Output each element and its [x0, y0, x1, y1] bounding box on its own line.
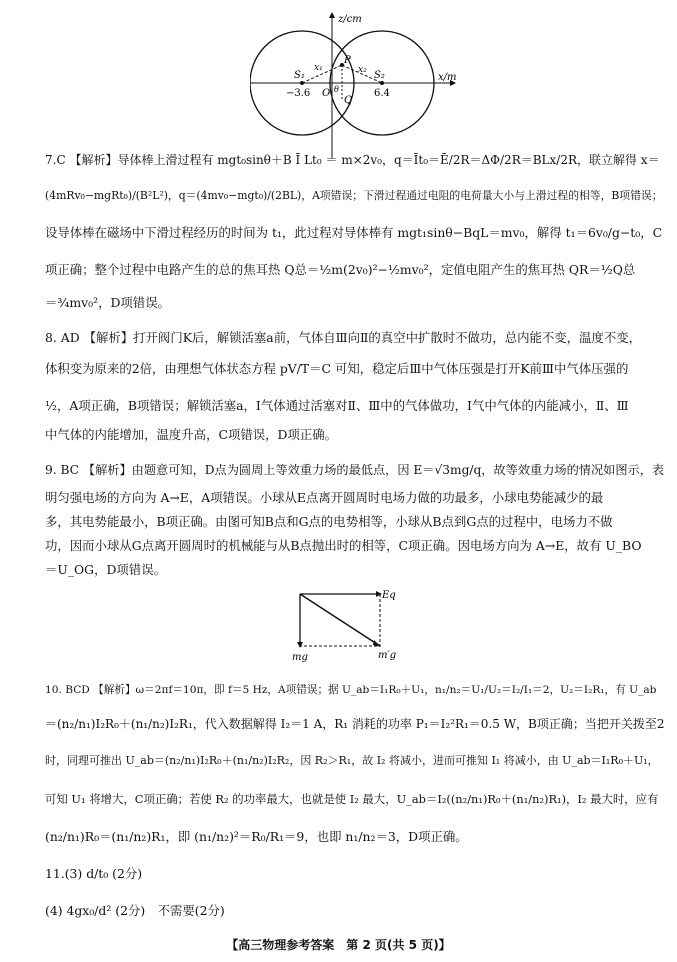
theta-label: θ [334, 85, 339, 94]
q7-line-2: (4mRv₀−mgRt₀)/(B²L²)，q＝(4mv₀−mgt₀)/(2BL)，A项错误；下滑过程通过电阻的电荷量大小与上滑过程的相等，B项错误； [45, 189, 663, 202]
z-axis-label: z/cm [338, 14, 362, 25]
q7-line-3: 设导体棒在磁场中下滑过程经历的时间为 t₁，此过程对导体棒有 mgt₁sinθ−BqL＝mv₀，解得 t₁＝6v₀/g−t₀，C [45, 225, 663, 240]
q9-line-1: 9. BC 【解析】由题意可知，D点为圆周上等效重力场的最低点，因 E＝√3mg/q，故等效重力场的情况如图示，表 [45, 463, 665, 477]
origin-label: O [322, 88, 331, 99]
q7-line-1: 7.C 【解析】导体棒上滑过程有 mgt₀sinθ＋B Ī Lt₀ ＝ m×2v₀，q＝Īt₀＝Ē/2R＝ΔΦ/2R＝BLx/2R，联立解得 x＝ [45, 153, 660, 167]
q8-line-3: ½，A项正确，B项错误；解锁活塞a，Ⅰ气体通过活塞对Ⅱ、Ⅲ中的气体做功，Ⅰ气中气体的内能减小，Ⅱ、Ⅲ [45, 398, 629, 413]
q9-line-2: 明匀强电场的方向为 A→E，A项错误。小球从E点离开圆周时电场力做的功最多，小球电势能减少的最 [45, 490, 604, 505]
q10-line-4: 可知 U₁ 将增大，C项正确；若使 R₂ 的功率最大，也就是使 I₂ 最大，U_ab＝I₂((n₂/n₁)R₀＋(n₁/n₂)R₁)，I₂ 最大时，应有 [45, 792, 659, 806]
force-diagram [290, 588, 400, 666]
x2-label: x₂ [358, 65, 367, 75]
q-label: Q [344, 95, 353, 106]
x1-label: x₁ [314, 63, 323, 73]
q8-line-2: 体积变为原来的2倍，由理想气体状态方程 pV/T＝C 可知，稳定后Ⅲ中气体压强是打开K前Ⅲ中气体压强的 [45, 361, 629, 376]
q9-line-5: ＝U_OG，D项错误。 [45, 562, 166, 577]
page-footer: 【高三物理参考答案 第 2 页(共 5 页)】 [226, 938, 451, 952]
q10-line-3: 时，同理可推出 U_ab＝(n₂/n₁)I₂R₀＋(n₁/n₂)I₂R₂，因 R₂＞R₁，故 I₂ 将减小，进而可推知 I₁ 将减小，由 U_ab＝I₁R₀＋U₁， [45, 754, 659, 767]
s2-label: S₂ [374, 70, 385, 81]
tick-right: 6.4 [374, 88, 390, 99]
mg-label: mg [292, 652, 308, 663]
s1-label: S₁ [294, 70, 305, 81]
q8-line-4: 中气体的内能增加，温度升高，C项错误，D项正确。 [45, 427, 338, 442]
x-axis-label: x/m [438, 72, 457, 83]
q7-line-5: ＝¾mv₀²，D项错误。 [45, 295, 170, 310]
q10-line-2: ＝(n₂/n₁)I₂R₀＋(n₁/n₂)I₂R₁，代入数据解得 I₂＝1 A，R₁ 消耗的功率 P₁＝I₂²R₁＝0.5 W，B项正确；当把开关拨至2 [45, 717, 665, 731]
p-label: P [344, 55, 351, 66]
eq-label: Eq [382, 590, 396, 601]
q7-line-4: 项正确；整个过程中电路产生的总的焦耳热 Q总＝½m(2v₀)²−½mv₀²，定值电阻产生的焦耳热 QR＝½Q总 [45, 262, 636, 277]
q9-line-3: 多，其电势能最小，B项正确。由图可知B点和G点的电势相等，小球从B点到G点的过程中，电场力不做 [45, 514, 613, 529]
q11-line-2: (4) 4gx₀/d² (2分) 不需要(2分) [45, 903, 225, 918]
wave-interference-figure [250, 10, 460, 160]
tick-left: −3.6 [286, 88, 311, 99]
q10-line-1: 10. BCD 【解析】ω＝2πf＝10π，即 f＝5 Hz，A项错误；据 U_ab＝I₁R₀＋U₁，n₁/n₂＝U₁/U₂＝I₂/I₁＝2，U₂＝I₂R₁，有 U_ab [45, 684, 657, 696]
mpg-label: m′g [378, 650, 397, 661]
q10-line-5: (n₂/n₁)R₀＝(n₁/n₂)R₁，即 (n₁/n₂)²＝R₀/R₁＝9，也即 n₁/n₂＝3，D项正确。 [45, 829, 468, 844]
q8-line-1: 8. AD 【解析】打开阀门K后，解锁活塞a前，气体自Ⅲ向Ⅱ的真空中扩散时不做功，总内能不变，温度不变， [45, 330, 642, 345]
q11-line-1: 11.(3) d/t₀ (2分) [45, 866, 143, 881]
q9-line-4: 功，因而小球从G点离开圆周时的机械能与从B点抛出时的相等，C项正确。因电场方向为 A→E，故有 U_BO [45, 538, 642, 553]
